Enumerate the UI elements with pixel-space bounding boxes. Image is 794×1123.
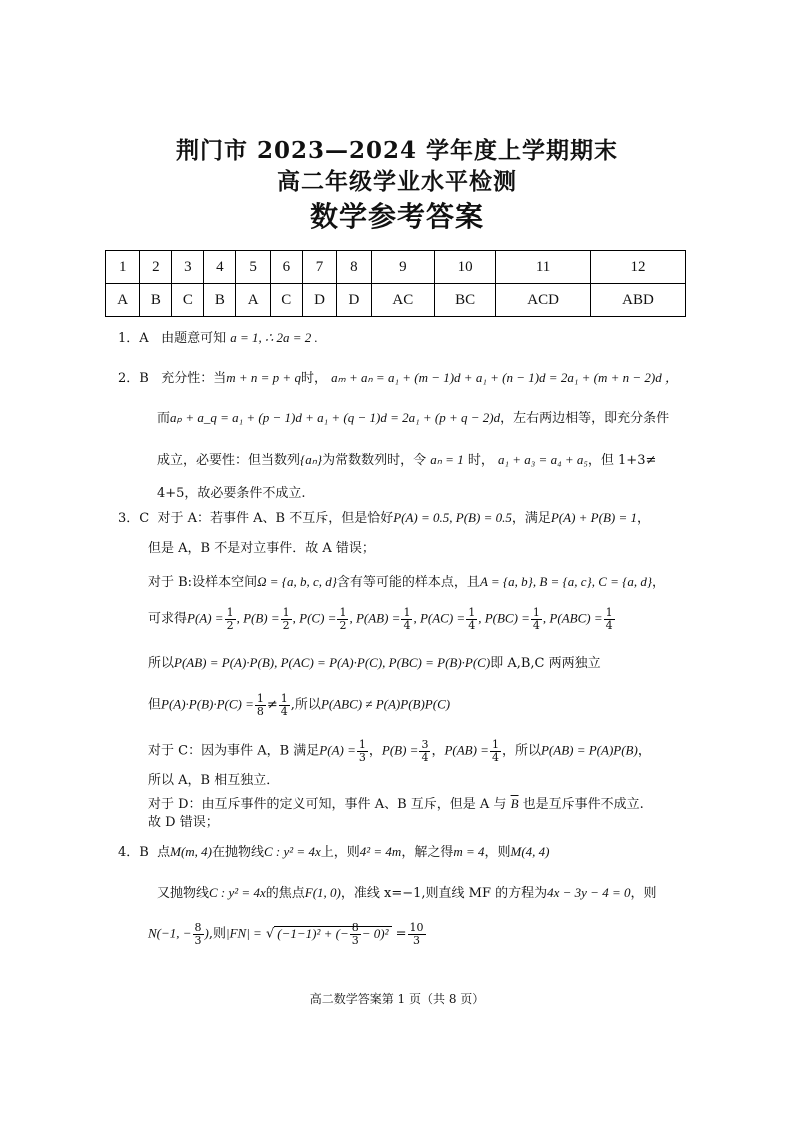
q3-text: 故 D 错误；: [148, 815, 219, 830]
q1-text: 由题意可知: [161, 331, 227, 346]
q3-text: 但是 A，B 不是对立事件．故 A 错误；: [148, 541, 375, 556]
question-number: 7: [302, 251, 336, 284]
answer-table-number-row: [106, 251, 686, 284]
q3-label: 3．C: [118, 511, 150, 526]
question-number: 1: [106, 251, 140, 284]
q4-math: 4² = 4m: [359, 844, 402, 859]
q4-math: ): [204, 925, 209, 941]
q2-text: 时，: [467, 453, 494, 468]
q3-line-10: [148, 815, 219, 831]
question-number: 10: [435, 251, 496, 284]
q3-line-5: [148, 655, 601, 672]
q3-math: P(A) =: [319, 742, 356, 758]
q2-line-1: [118, 370, 678, 387]
q3-line-2: [148, 541, 375, 557]
fraction: $\frac{1}{4}$: [280, 692, 288, 718]
q3-text: 可求得: [148, 611, 188, 627]
q4-text: ，则: [484, 845, 511, 860]
q3-math: , P(C) =: [292, 610, 337, 626]
q3-text: ，所以: [501, 743, 541, 759]
q2-math: m + n = p + q: [226, 370, 301, 385]
q4-label: 4．B: [118, 845, 149, 860]
question-number: 2: [140, 251, 172, 284]
answer-cell: B: [140, 284, 172, 317]
q3-text: ，: [637, 743, 651, 759]
q3-math: P(ABC) ≠ P(A)P(B)P(C): [320, 696, 451, 712]
q3-math: Ω = {a, b, c, d}: [257, 574, 337, 589]
q2-line-4: [157, 486, 306, 502]
fraction: $\frac{1}{2}$: [282, 606, 290, 632]
q2-text: 为常数数列时，令: [322, 453, 427, 468]
fraction: $\frac{1}{2}$: [339, 606, 347, 632]
question-number: 8: [337, 251, 371, 284]
q2-text: 时，: [300, 371, 327, 386]
q2-math: aₚ + a_q = a₁ + (p − 1)d + a₁ + (q − 1)d = 2a₁ + (p + q − 2)d: [170, 410, 501, 425]
q4-text: 的焦点: [265, 886, 305, 901]
q2-label: 2．B: [118, 371, 149, 386]
q3-math: , P(BC) =: [478, 610, 530, 626]
fraction: $\frac{8}{3}$: [194, 921, 202, 947]
q3-math: P(A) = 0.5, P(B) = 0.5: [393, 510, 512, 525]
q2-line-2: [157, 410, 669, 427]
q3-math: P(A) =: [187, 610, 224, 626]
sqrt-body: (−1−1)² + (− $\frac{8}{3}$ − 0)²: [274, 926, 391, 942]
q2-text: 充分性：当: [161, 371, 227, 386]
q2-math: aₙ = 1: [430, 452, 464, 467]
q4-line-2: [157, 885, 656, 902]
fraction: $\frac{1}{4}$: [403, 606, 411, 632]
q3-text: 含有等可能的样本点，且: [336, 575, 480, 590]
q3-line-7: 对于 C：因为事件 A，B 满足P(A) = $\frac{1}{3}$ ，P(B) = $\frac{3}{4}$ ，P(AB) = $\frac{1}{4}$ ，所以P(AB) = P(A)P(B)，: [148, 738, 651, 764]
q1-label: 1．A: [118, 331, 149, 346]
answer-cell: AC: [371, 284, 434, 317]
q1-math: a = 1, ∴ 2a = 2 .: [230, 330, 318, 345]
q4-math: C : y² = 4x: [209, 885, 266, 900]
fraction: $\frac{3}{4}$: [421, 738, 429, 764]
q3-line-6: [148, 693, 450, 717]
answer-table: [105, 250, 686, 317]
q2-text: ，但 1+3≠: [587, 453, 657, 468]
question-number: 9: [371, 251, 434, 284]
answer-cell: ABD: [591, 284, 686, 317]
answer-cell: C: [172, 284, 204, 317]
q3-math: , P(AC) =: [413, 610, 466, 626]
q4-math: |FN| =: [226, 925, 262, 941]
q4-math: M(m, 4): [170, 844, 212, 859]
answer-cell: D: [337, 284, 371, 317]
q4-text: 点: [157, 845, 171, 860]
answer-cell: ACD: [496, 284, 591, 317]
q3-math: $\overline{B}$: [510, 796, 519, 811]
title-line-1: 荆门市 2023—2024 学年度上学期期末: [175, 137, 619, 164]
q3-text: 对于 B:设样本空间: [148, 575, 258, 590]
q3-math: P(AB) = P(A)P(B): [540, 742, 638, 758]
q4-line-3: [148, 922, 427, 946]
q2-text: 而: [157, 411, 171, 426]
q4-math: =: [395, 926, 407, 942]
q2-text: 成立，必要性：但当数列: [157, 453, 301, 468]
q4-text: ，准线 x=−1,则直线 MF 的方程为: [340, 886, 548, 901]
q3-text: ，: [652, 575, 666, 590]
q3-math: A = {a, b}, B = {a, c}, C = {a, d}: [479, 574, 653, 589]
q2-math: aₘ + aₙ = a₁ + (m − 1)d + a₁ + (n − 1)d = 2a₁ + (m + n − 2)d ，: [331, 370, 678, 385]
page-footer: 高二数学答案第 1 页（共 8 页）: [309, 992, 485, 1006]
q3-line-4: [148, 607, 616, 631]
q4-math: 4x − 3y − 4 = 0: [547, 885, 631, 900]
fraction: $\frac{1}{4}$: [491, 738, 499, 764]
q1-line: [118, 330, 318, 347]
q3-text: 即 A,B,C 两两独立: [490, 656, 601, 671]
q3-math: ≠: [266, 697, 278, 713]
q3-text: ，满足: [511, 511, 551, 526]
q4-text: ,则: [208, 926, 227, 942]
q3-text: 所以 A，B 相互独立．: [148, 773, 280, 788]
fraction: $\frac{10}{3}$: [409, 921, 424, 947]
q2-text: ，左右两边相等，即充分条件: [500, 411, 670, 426]
answer-cell: A: [106, 284, 140, 317]
q3-line-8: [148, 773, 279, 789]
q3-line-9: [148, 796, 644, 813]
q3-math: , P(B) =: [236, 610, 280, 626]
q2-math: a₁ + a₃ = a₄ + a₅: [498, 452, 588, 467]
q2-math: {aₙ}: [300, 452, 323, 467]
fraction: $\frac{1}{2}$: [226, 606, 234, 632]
q3-text: ,所以: [290, 697, 321, 713]
fraction: $\frac{1}{4}$: [532, 606, 540, 632]
q3-text: 但: [148, 697, 162, 713]
q3-math: , P(ABC) =: [542, 610, 603, 626]
question-number: 3: [172, 251, 204, 284]
answer-cell: BC: [435, 284, 496, 317]
q4-text: 上，则: [320, 845, 360, 860]
q4-text: ，则: [630, 886, 657, 901]
fraction: $\frac{1}{8}$: [256, 692, 264, 718]
q3-math: P(A) + P(B) = 1: [550, 510, 637, 525]
fraction: $\frac{8}{3}$: [351, 921, 359, 947]
q3-math: P(A)·P(B)·P(C) =: [161, 696, 254, 712]
answer-cell: D: [302, 284, 336, 317]
q3-text: 对于 C：因为事件 A，B 满足: [148, 743, 320, 759]
answer-cell: C: [270, 284, 302, 317]
q2-text: 4+5，故必要条件不成立.: [157, 486, 306, 501]
q3-text: 所以: [148, 656, 175, 671]
q4-math: M(4, 4): [510, 844, 550, 859]
q3-text: 对于 D：由互斥事件的定义可知，事件 A、B 互斥，但是 A 与: [148, 797, 507, 812]
title-line-3: 数学参考答案: [309, 200, 484, 233]
q3-math: P(AB) =: [444, 742, 489, 758]
fraction: $\frac{1}{4}$: [605, 606, 613, 632]
q4-math: N(−1, −: [148, 925, 192, 941]
answer-table-answer-row: [106, 284, 686, 317]
q4-text: 又抛物线: [157, 886, 210, 901]
q3-math: P(AB) = P(A)·P(B), P(AC) = P(A)·P(C), P(BC) = P(B)·P(C): [174, 655, 491, 670]
q4-math: F(1, 0): [304, 885, 341, 900]
fraction: $\frac{1}{4}$: [468, 606, 476, 632]
q4-text: 在抛物线: [212, 845, 265, 860]
q3-text: 也是互斥事件不成立.: [522, 797, 644, 812]
fraction: $\frac{1}{3}$: [358, 738, 366, 764]
q3-math: , P(AB) =: [349, 610, 401, 626]
answer-cell: B: [204, 284, 236, 317]
q4-math: m = 4: [453, 844, 485, 859]
q4-math: C : y² = 4x: [264, 844, 321, 859]
q3-line-3: [148, 574, 665, 591]
answer-cell: A: [236, 284, 270, 317]
question-number: 4: [204, 251, 236, 284]
q2-line-3: [157, 452, 656, 469]
q4-text: ，解之得: [401, 845, 454, 860]
title-line-2: 高二年级学业水平检测: [277, 168, 517, 195]
question-number: 6: [270, 251, 302, 284]
question-number: 5: [236, 251, 270, 284]
sqrt-sign: √: [265, 926, 275, 942]
q4-line-1: [118, 844, 550, 861]
question-number: 12: [591, 251, 686, 284]
q3-text: ，: [636, 511, 650, 526]
q3-text: 对于 A：若事件 A、B 不互斥，但是恰好: [157, 511, 394, 526]
q3-math: P(B) =: [381, 742, 419, 758]
question-number: 11: [496, 251, 591, 284]
q3-line-1: [118, 510, 650, 527]
